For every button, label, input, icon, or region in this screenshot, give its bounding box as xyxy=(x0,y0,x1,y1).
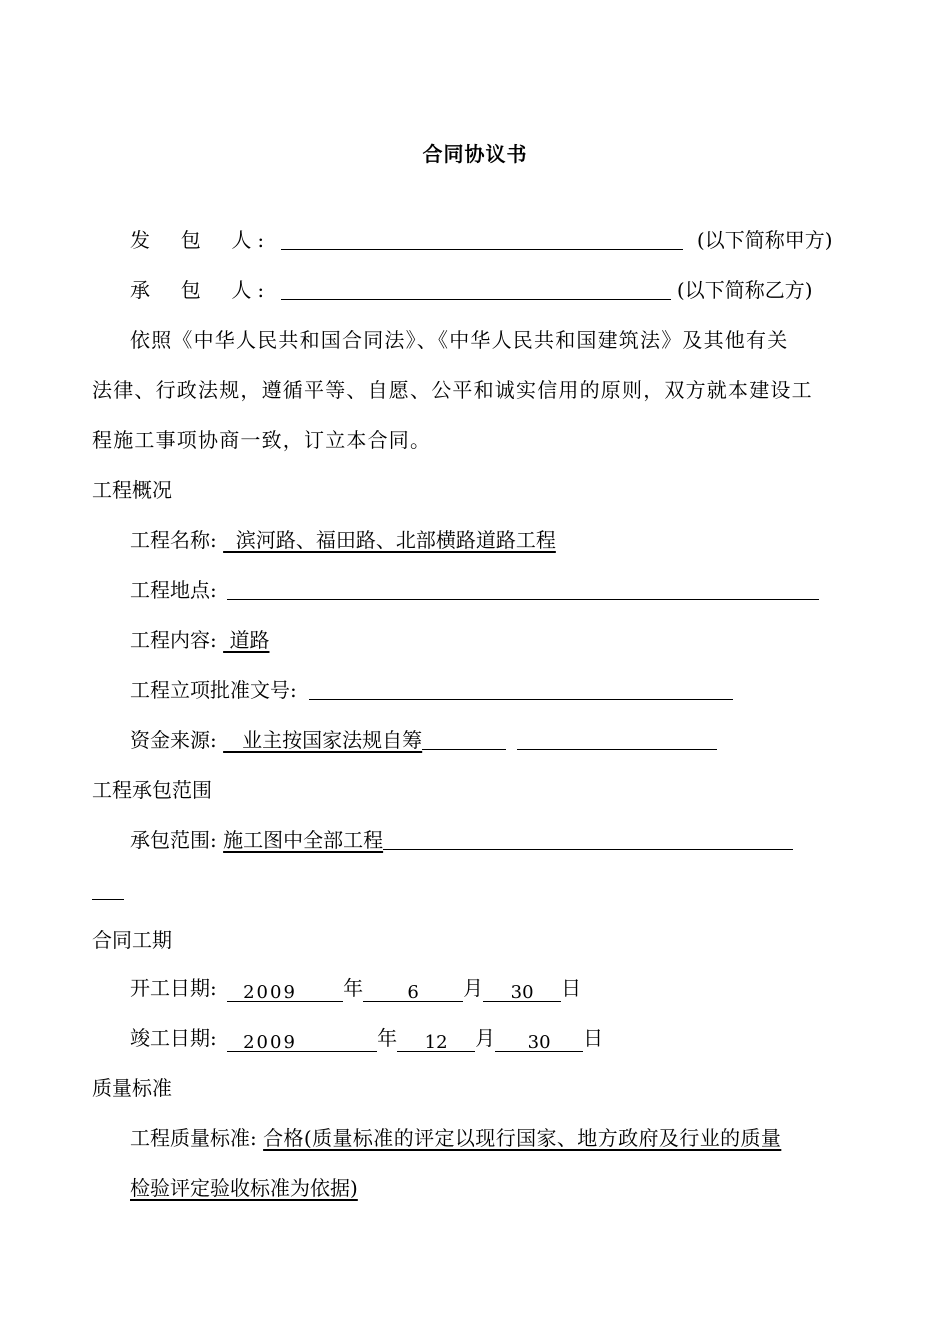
employer-line xyxy=(130,226,833,254)
fund-source-blank-2 xyxy=(517,727,717,750)
project-location-line xyxy=(130,576,819,604)
quality-value-1: 合格(质量标准的评定以现行国家、地方政府及行业的质量 xyxy=(263,1126,782,1150)
employer-label: 发 包 人: xyxy=(130,228,271,252)
end-date-label: 竣工日期: xyxy=(130,1026,217,1050)
start-day-unit: 日 xyxy=(561,976,582,1000)
project-location-label: 工程地点: xyxy=(130,578,217,602)
quality-heading: 质量标准 xyxy=(92,1076,172,1100)
quality-line-2 xyxy=(130,1174,358,1202)
scope-label: 承包范围: xyxy=(130,828,217,852)
fund-source-value: 业主按国家法规自筹 xyxy=(223,728,423,752)
end-year-unit: 年 xyxy=(377,1026,398,1050)
fund-source-blank-1 xyxy=(422,727,506,750)
period-heading: 合同工期 xyxy=(92,928,172,952)
scope-value: 施工图中全部工程 xyxy=(223,828,384,852)
quality-value-2: 检验评定验收标准为依据) xyxy=(130,1176,358,1200)
start-month: 6 xyxy=(363,979,463,1002)
document-title: 合同协议书 xyxy=(422,142,528,166)
employer-blank xyxy=(281,227,683,250)
end-month-unit: 月 xyxy=(475,1026,496,1050)
scope-line xyxy=(130,826,793,854)
end-day: 30 xyxy=(495,1029,583,1052)
project-name-label: 工程名称: xyxy=(130,528,217,552)
approval-label: 工程立项批准文号: xyxy=(130,678,297,702)
approval-line xyxy=(130,676,733,704)
project-name-value: 滨河路、福田路、北部横路道路工程 xyxy=(223,528,556,552)
end-year: 2009 xyxy=(227,1029,377,1052)
scope-blank xyxy=(383,827,793,850)
end-month: 12 xyxy=(397,1029,475,1052)
start-year: 2009 xyxy=(227,979,343,1002)
start-date-label: 开工日期: xyxy=(130,976,217,1000)
quality-line-1 xyxy=(130,1124,781,1152)
preamble-line-3: 程施工事项协商一致，订立本合同。 xyxy=(92,428,432,452)
start-date-line xyxy=(130,974,581,1002)
contractor-label: 承 包 人: xyxy=(130,278,271,302)
fund-source-label: 资金来源: xyxy=(130,728,217,752)
start-month-unit: 月 xyxy=(463,976,484,1000)
project-content-label: 工程内容: xyxy=(130,628,217,652)
preamble-line-1: 依照《中华人民共和国合同法》、《中华人民共和国建筑法》及其他有关 xyxy=(130,328,789,352)
quality-label: 工程质量标准: xyxy=(130,1126,257,1150)
approval-blank xyxy=(309,677,733,700)
scope-blank-continued xyxy=(92,877,124,900)
scope-heading: 工程承包范围 xyxy=(92,778,212,802)
scope-continuation xyxy=(92,876,124,904)
project-content-value: 道路 xyxy=(223,628,270,652)
project-name-line xyxy=(130,526,556,554)
project-content-line xyxy=(130,626,269,654)
end-date-line xyxy=(130,1024,603,1052)
employer-note: (以下简称甲方) xyxy=(696,228,833,252)
start-year-unit: 年 xyxy=(343,976,364,1000)
preamble-line-2: 法律、行政法规，遵循平等、自愿、公平和诚实信用的原则，双方就本建设工 xyxy=(92,378,813,402)
fund-source-line xyxy=(130,726,717,754)
contractor-line xyxy=(130,276,813,304)
start-day: 30 xyxy=(483,979,561,1002)
contractor-blank xyxy=(281,277,671,300)
project-location-blank xyxy=(227,577,819,600)
contractor-note: (以下简称乙方) xyxy=(676,278,813,302)
end-day-unit: 日 xyxy=(583,1026,604,1050)
overview-heading: 工程概况 xyxy=(92,478,172,502)
